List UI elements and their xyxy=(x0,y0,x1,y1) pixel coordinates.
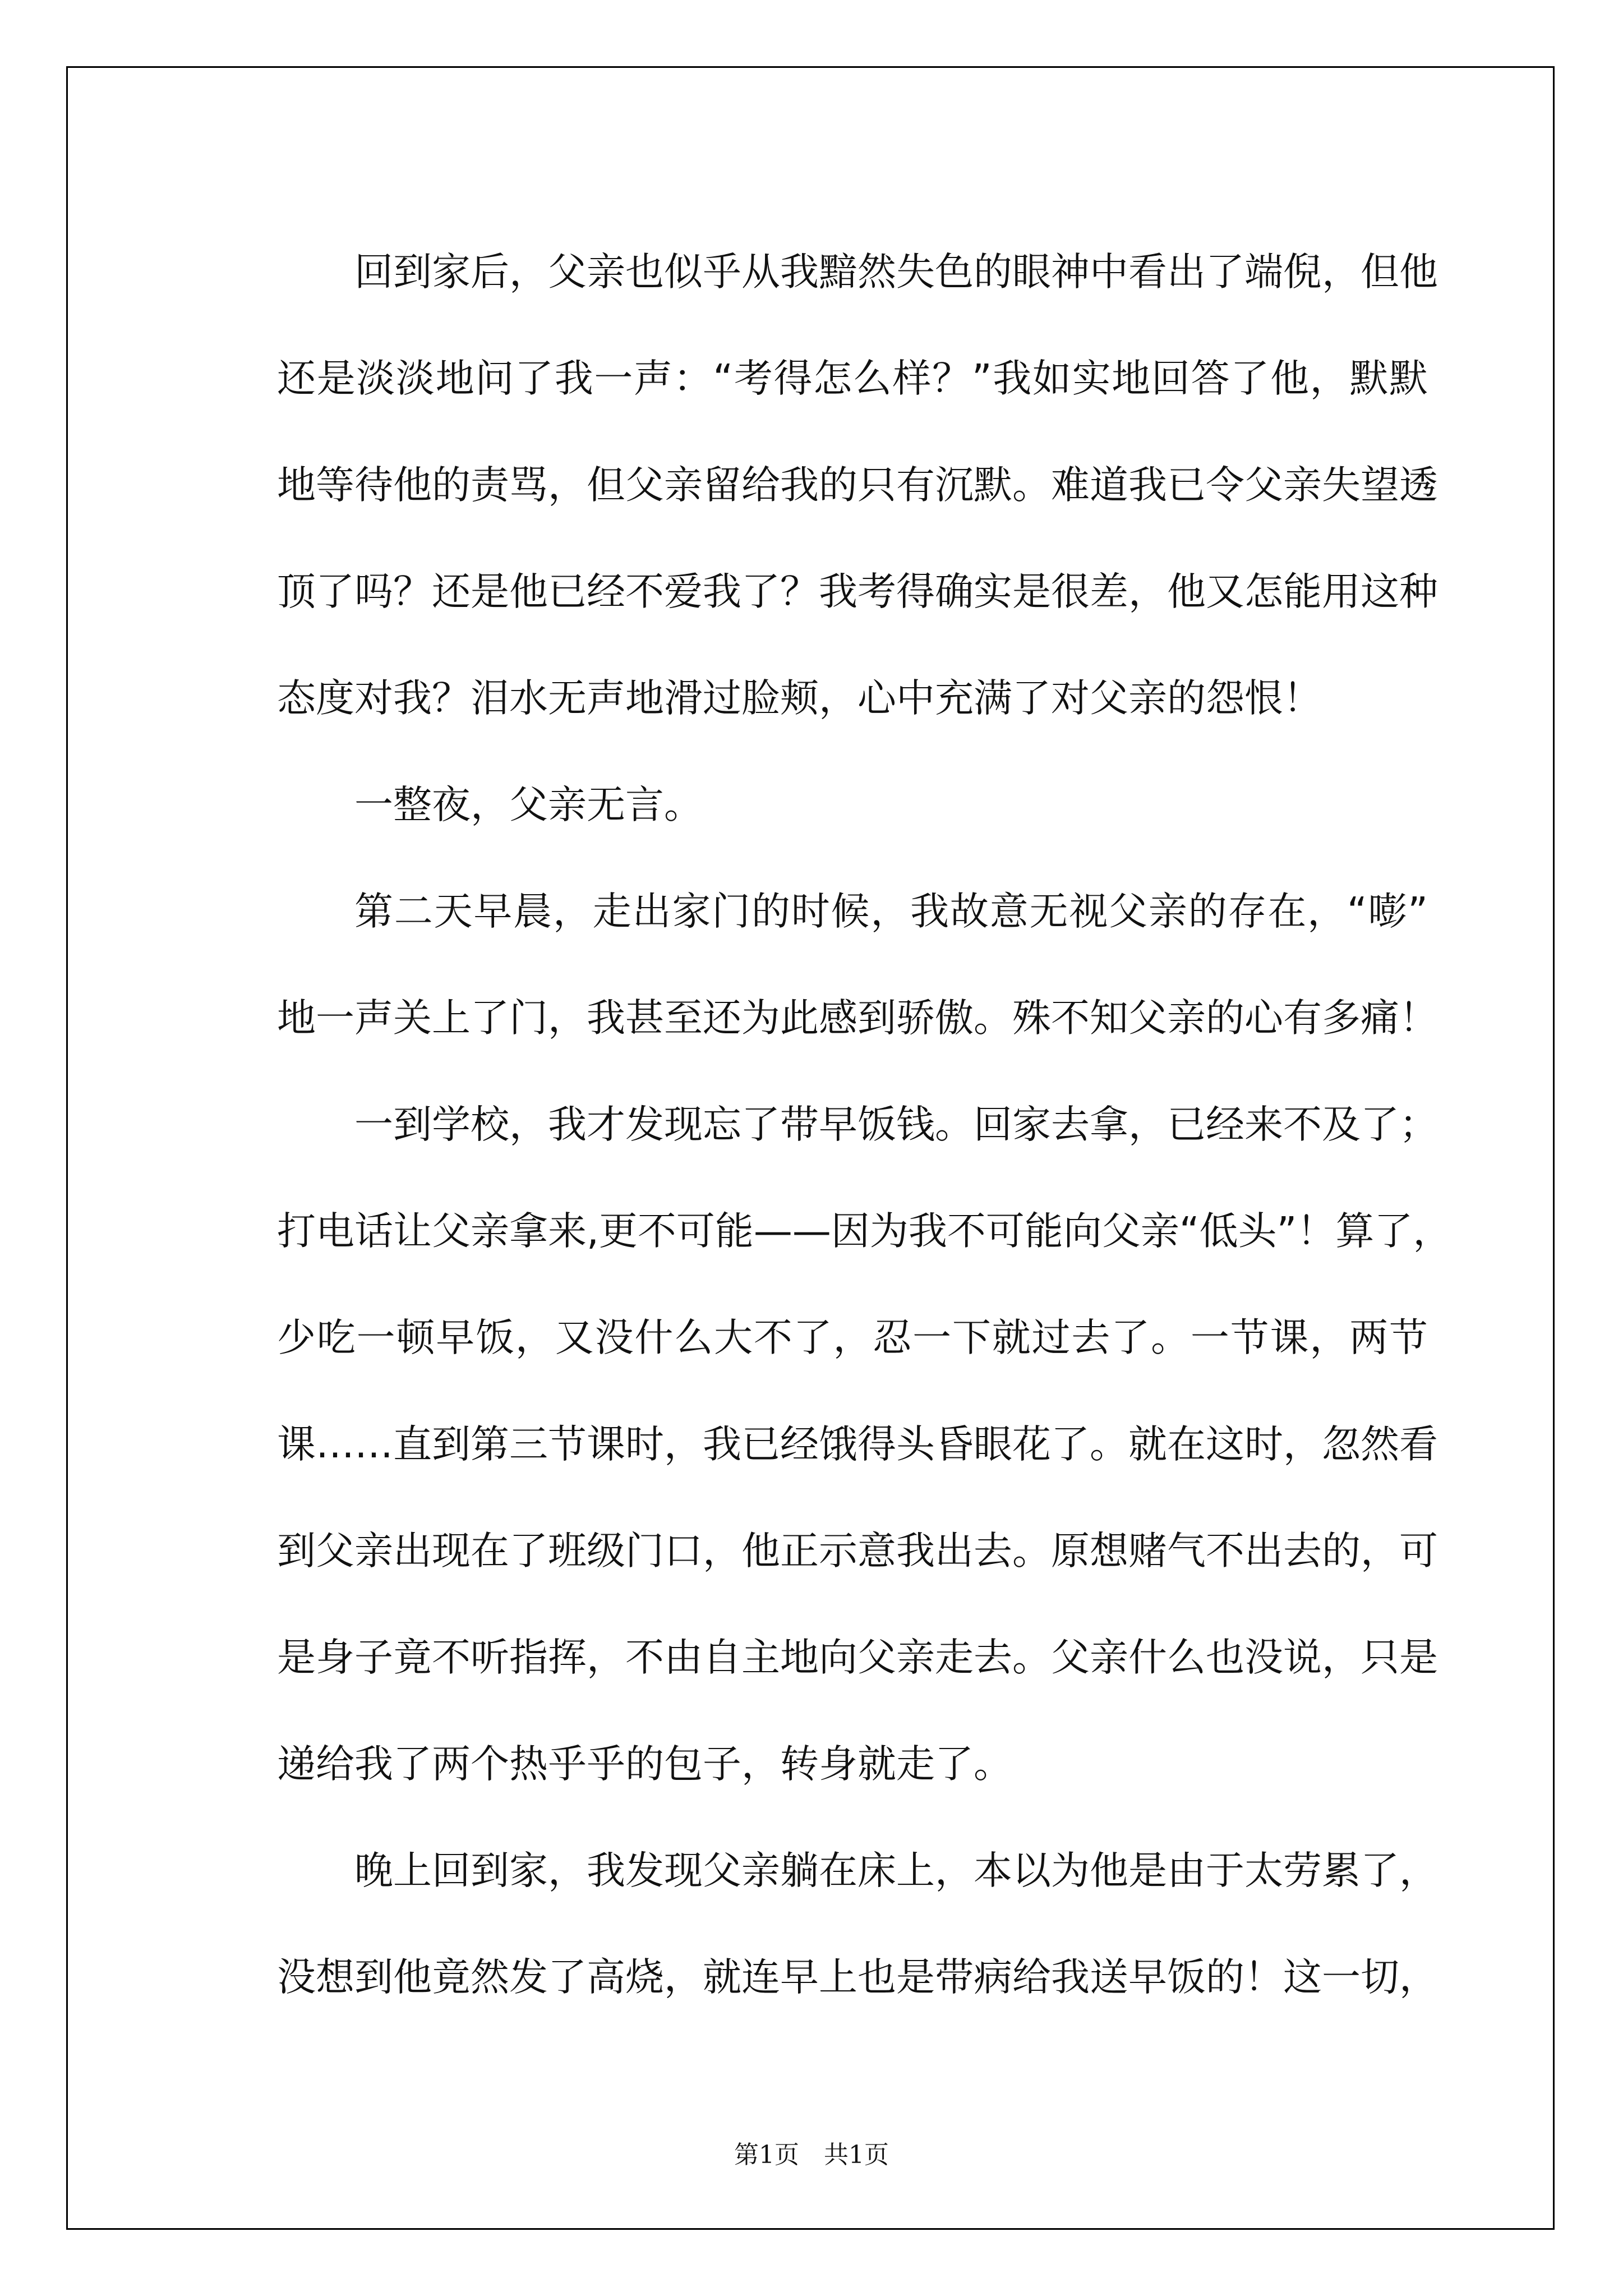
text-line: 地等待他的责骂，但父亲留给我的只有沉默。难道我已令父亲失望透 xyxy=(277,463,1438,508)
document-body xyxy=(200,219,1452,2031)
page-footer xyxy=(0,2134,1623,2170)
paragraph-5 xyxy=(200,1818,1438,2031)
text-line: 回到家后，父亲也似乎从我黯然失色的眼神中看出了端倪，但他 xyxy=(354,250,1438,295)
text-line: 一整夜，父亲无言。 xyxy=(354,783,703,827)
text-line: 到父亲出现在了班级门口，他正示意我出去。原想赌气不出去的，可 xyxy=(277,1529,1438,1573)
paragraph-2 xyxy=(200,752,1428,858)
paragraph-3 xyxy=(200,858,1438,1071)
text-line: 态度对我？泪水无声地滑过脸颊，心中充满了对父亲的怨恨！ xyxy=(277,676,1322,721)
text-line: 晚上回到家，我发现父亲躺在床上，本以为他是由于太劳累了， xyxy=(354,1848,1438,1893)
text-line: 还是淡淡地问了我一声：“考得怎么样？”我如实地回答了他，默默 xyxy=(277,356,1428,401)
text-line: 一到学校，我才发现忘了带早饭钱。回家去拿，已经来不及了； xyxy=(354,1102,1438,1147)
paragraph-1 xyxy=(200,219,1438,752)
text-line: 少吃一顿早饭，又没什么大不了，忍一下就过去了。一节课，两节 xyxy=(277,1315,1428,1360)
text-line: 第二天早晨，走出家门的时候，我故意无视父亲的存在，“嘭” xyxy=(354,889,1428,934)
text-line: 递给我了两个热乎乎的包子，转身就走了。 xyxy=(277,1742,1012,1787)
text-line: 顶了吗？还是他已经不爱我了？我考得确实是很差，他又怎能用这种 xyxy=(277,569,1438,614)
text-line: 地一声关上了门，我甚至还为此感到骄傲。殊不知父亲的心有多痛！ xyxy=(277,996,1438,1041)
paragraph-4 xyxy=(200,1071,1452,1818)
page-number-label: 第1页 共1页 xyxy=(734,2141,889,2169)
text-line: 打电话让父亲拿来,更不可能——因为我不可能向父亲“低头”！算了， xyxy=(277,1209,1452,1254)
text-line: 课……直到第三节课时，我已经饿得头昏眼花了。就在这时，忽然看 xyxy=(277,1422,1438,1467)
text-line: 是身子竟不听指挥，不由自主地向父亲走去。父亲什么也没说，只是 xyxy=(277,1635,1438,1680)
text-line: 没想到他竟然发了高烧，就连早上也是带病给我送早饭的！这一切， xyxy=(277,1955,1438,2000)
